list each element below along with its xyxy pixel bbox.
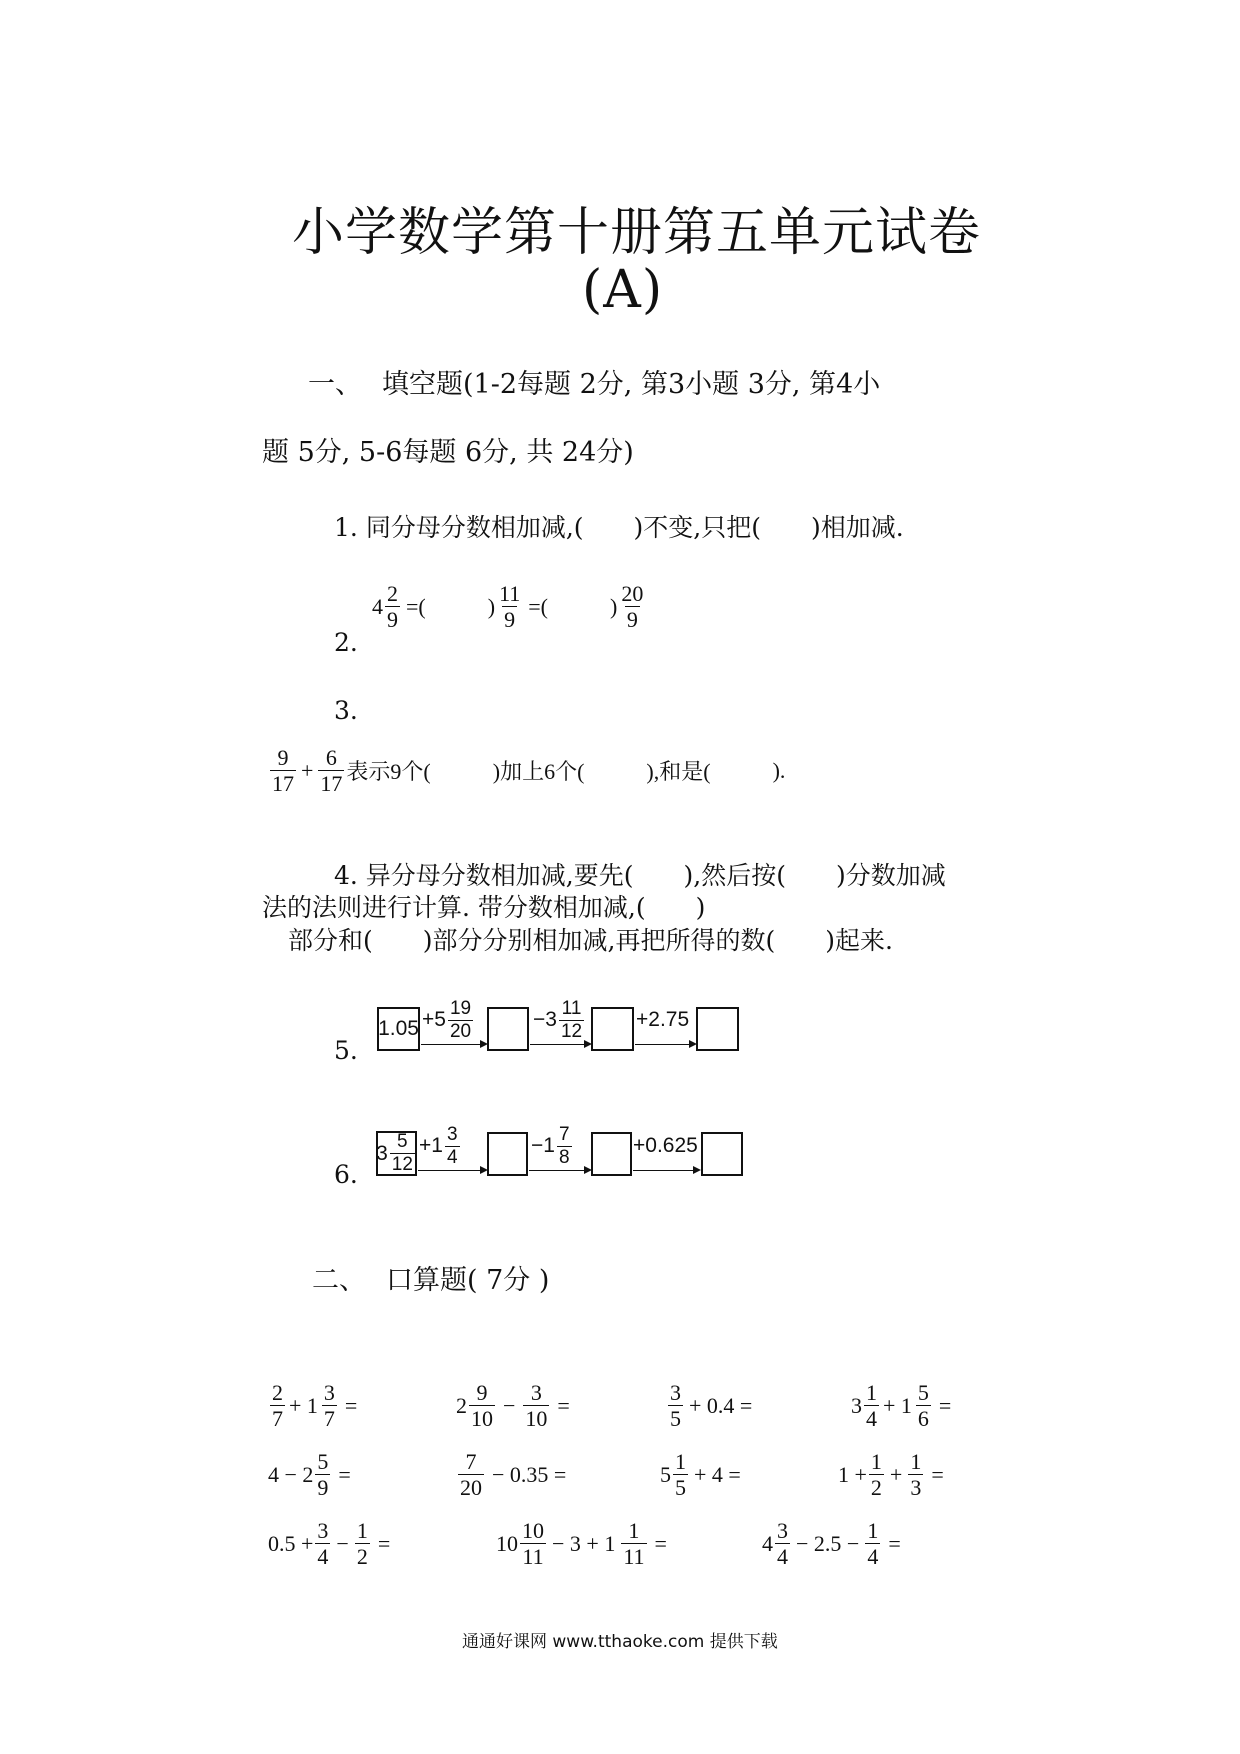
oral-r3c2: 10 $\frac{10}{11}$ − 3 + 1 $\frac{1}{11}$ = (496, 1518, 667, 1570)
q2-whole: 4 (372, 593, 383, 619)
section1-heading-line1: 填空题(1-2每题 2分, 第3小题 3分, 第4小 (382, 369, 881, 400)
q4-text-2a: 法的法则进行计算. 带分数相加减,( (262, 893, 646, 922)
q1-text-1: 同分母分数相加减,( (365, 513, 584, 542)
q5-operation-2: −3 $\frac{11}{12}$ (533, 997, 583, 1042)
question-4-line-3 (288, 921, 893, 957)
oral-r1c3: $\frac{3}{5}$ + 0.4 = (670, 1380, 753, 1432)
q5-answer-box-3[interactable] (696, 1007, 739, 1051)
q2-fraction-1: $\frac{2}{9}$ (387, 581, 398, 633)
section1-label: 一、 (308, 369, 362, 400)
oral-r3c1: 0.5 + $\frac{3}{4}$ − $\frac{1}{2}$ = (268, 1518, 391, 1570)
q1-text-3: )相加减. (810, 513, 904, 542)
q4-text-1a: 4. 异分母分数相加减,要先( (334, 861, 634, 890)
q1-text-2: )不变,只把( (633, 513, 761, 542)
oral-r2c3: 5 $\frac{1}{5}$ + 4 = (660, 1449, 741, 1501)
q4-text-1c: )分数加减 (835, 861, 946, 890)
q6-answer-box-2[interactable] (591, 1132, 632, 1176)
q5-number: 5. (334, 1036, 358, 1065)
q2-fraction-3: $\frac{20}{9}$ (621, 581, 644, 633)
section1-heading-line2: 题 5分, 5-6每题 6分, 共 24分) (262, 437, 634, 468)
q6-arrow-1 (418, 1170, 486, 1171)
oral-r2c2: $\frac{7}{20}$ − 0.35 = (460, 1449, 567, 1501)
q6-operation-1: +1 $\frac{3}{4}$ (419, 1123, 458, 1168)
q6-arrow-2 (529, 1170, 590, 1171)
q6-answer-box-1[interactable] (487, 1132, 528, 1176)
q4-text-2b: ) (695, 893, 706, 922)
q6-number: 6. (334, 1160, 358, 1189)
q3-text-4: ). (772, 757, 786, 783)
q5-answer-box-2[interactable] (591, 1007, 634, 1051)
q5-arrow-1 (421, 1044, 486, 1045)
oral-r1c2: 2 $\frac{9}{10}$ − $\frac{3}{10}$ = (456, 1380, 570, 1432)
q6-start-value: 3 $\frac{5}{12}$ (376, 1131, 413, 1175)
q2-close-2: ) (609, 593, 618, 619)
footer-source: 通通好课网 www.tthaoke.com 提供下载 (462, 1632, 778, 1652)
q3-number: 3. (334, 696, 358, 725)
q4-text-3a: 部分和( (288, 926, 373, 955)
question-2 (372, 582, 647, 631)
q4-text-3c: )起来. (825, 926, 893, 955)
q2-fraction-2: $\frac{11}{9}$ (499, 581, 521, 633)
q4-text-1b: ),然后按( (683, 861, 786, 890)
section2-label: 二、 (312, 1265, 366, 1296)
oral-r3c3: 4 $\frac{3}{4}$ − 2.5 − $\frac{1}{4}$ = (762, 1518, 901, 1570)
page-title: 小学数学第十册第五单元试卷 (292, 203, 982, 263)
q5-operation-3: +2.75 (636, 1008, 690, 1031)
q2-equals-2: =( (528, 593, 548, 619)
q6-operation-3: +0.625 (633, 1134, 698, 1157)
q1-number: 1. (334, 513, 358, 542)
q5-arrow-3 (635, 1044, 695, 1045)
q4-text-3b: )部分分别相加减,再把所得的数( (422, 926, 776, 955)
q6-arrow-3 (633, 1170, 699, 1171)
q2-number: 2. (334, 628, 358, 657)
q5-start-value: 1.05 (378, 1017, 419, 1040)
q5-answer-box-1[interactable] (487, 1007, 529, 1051)
q5-arrow-2 (530, 1044, 590, 1045)
q5-operation-1: +5 $\frac{19}{20}$ (422, 997, 472, 1042)
oral-r1c4: 3 $\frac{1}{4}$ + 1 $\frac{5}{6}$ = (851, 1380, 952, 1432)
oral-r2c1: 4 − 2 $\frac{5}{9}$ = (268, 1449, 351, 1501)
section2-heading: 口算题( 7分 ) (386, 1265, 550, 1296)
q3-text-3: ),和是( (646, 759, 711, 785)
q6-operation-2: −1 $\frac{7}{8}$ (531, 1123, 570, 1168)
q3-plus: + (301, 757, 314, 783)
oral-r1c1: $\frac{2}{7}$ + 1 $\frac{3}{7}$ = (272, 1380, 358, 1432)
q6-answer-box-3[interactable] (701, 1132, 743, 1176)
oral-r2c4: 1 + $\frac{1}{2}$ + $\frac{1}{3}$ = (838, 1449, 944, 1501)
q2-equals-1: =( (406, 593, 426, 619)
q3-text-2: )加上6个( (492, 759, 585, 785)
question-4-line-2 (262, 888, 705, 924)
q3-text-1: 表示9个( (346, 759, 431, 785)
q3-fraction-1: $\frac{9}{17}$ (272, 745, 294, 797)
q3-fraction-2: $\frac{6}{17}$ (320, 745, 343, 797)
page-subtitle: (A) (582, 260, 664, 320)
question-1 (334, 508, 904, 544)
question-3 (268, 746, 785, 795)
question-4-line-1 (334, 856, 946, 892)
q2-close-1: ) (487, 593, 496, 619)
